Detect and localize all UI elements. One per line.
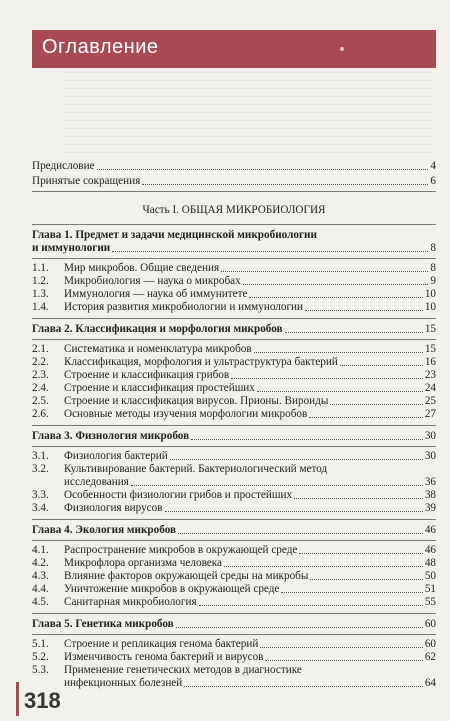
- entry-number: 2.4.: [32, 382, 49, 394]
- divider: [32, 318, 436, 319]
- chapter-block: [32, 430, 436, 515]
- divider: [32, 191, 436, 192]
- entry-number: 3.2.: [32, 463, 49, 475]
- toc-entry[interactable]: [32, 301, 436, 314]
- chapter-title[interactable]: Глава 2. Классификация и морфология микробов 15: [32, 323, 436, 335]
- page-title: Оглавление: [42, 36, 159, 58]
- entry-number: 4.1.: [32, 544, 49, 556]
- entry-text: Строение и классификация вирусов. Прионы. Вироиды: [64, 395, 329, 407]
- leader-dots: [97, 169, 429, 170]
- entry-page: 25: [424, 395, 436, 407]
- leader-dots: [170, 459, 423, 460]
- leader-dots: [199, 605, 423, 606]
- leader-dots: [309, 417, 423, 418]
- toc-entry[interactable]: [32, 638, 436, 651]
- leader-dots: [131, 485, 423, 486]
- leader-dots: [257, 391, 423, 392]
- entry-page: 27: [424, 408, 436, 420]
- toc-entry[interactable]: [32, 382, 436, 395]
- leader-dots: [176, 627, 423, 628]
- toc-entry[interactable]: [32, 651, 436, 664]
- entry-page: 46: [424, 544, 436, 556]
- entry-number: 2.1.: [32, 343, 49, 355]
- entry-number: 2.3.: [32, 369, 49, 381]
- divider: [32, 425, 436, 426]
- entry-number: 4.5.: [32, 596, 49, 608]
- entry-text: Мир микробов. Общие сведения: [64, 262, 220, 274]
- divider: [32, 634, 436, 635]
- entry-page: 15: [424, 343, 436, 355]
- toc-entry[interactable]: [32, 544, 436, 557]
- header-dot: [340, 47, 344, 51]
- entry-text: Физиология бактерий: [64, 450, 168, 462]
- chapter-title[interactable]: Глава 1. Предмет и задачи медицинской микробиологии: [32, 229, 317, 241]
- chapter-block: [32, 618, 436, 690]
- toc-entry[interactable]: [32, 502, 436, 515]
- toc-entry[interactable]: [32, 489, 436, 502]
- entry-text: Классификация, морфология и ультраструктура бактерий: [64, 356, 338, 368]
- leader-dots: [231, 378, 423, 379]
- table-of-contents: [32, 160, 436, 690]
- divider: [32, 258, 436, 259]
- leader-dots: [254, 352, 423, 353]
- toc-entry[interactable]: [32, 557, 436, 570]
- chapter-page: 60: [424, 618, 436, 630]
- margin-bar: [16, 682, 19, 716]
- toc-entry[interactable]: [32, 288, 436, 301]
- entry-page: 36: [424, 476, 436, 488]
- toc-front-item[interactable]: Принятые сокращения 6: [32, 175, 436, 187]
- chapter-title[interactable]: Глава 4. Экология микробов 46: [32, 524, 436, 536]
- entry-number: 4.2.: [32, 557, 49, 569]
- toc-entry[interactable]: [32, 664, 436, 677]
- entry-text: Санитарная микробиология: [64, 596, 197, 608]
- leader-dots: [165, 511, 423, 512]
- entry-text: Строение и классификация простейших: [64, 382, 255, 394]
- entry-page: 62: [424, 651, 436, 663]
- entry-number: 4.3.: [32, 570, 49, 582]
- leader-dots: [178, 533, 423, 534]
- chapter-page: 30: [424, 430, 436, 442]
- entry-number: 1.4.: [32, 301, 49, 313]
- entry-page: 9: [430, 275, 436, 287]
- toc-entry[interactable]: [32, 343, 436, 356]
- divider: [32, 446, 436, 447]
- leader-dots: [224, 566, 423, 567]
- entry-number: 3.3.: [32, 489, 49, 501]
- entry-number: 5.2.: [32, 651, 49, 663]
- entry-number: 2.2.: [32, 356, 49, 368]
- entry-number: 2.6.: [32, 408, 49, 420]
- toc-entry[interactable]: [32, 408, 436, 421]
- entry-text: Микробиология — наука о микробах: [64, 275, 241, 287]
- leader-dots: [281, 592, 422, 593]
- toc-entry[interactable]: [32, 395, 436, 408]
- chapter-block: [32, 323, 436, 421]
- entry-number: 5.3.: [32, 664, 49, 676]
- entry-text: Влияние факторов окружающей среды на микробы: [64, 570, 309, 582]
- leader-dots: [221, 271, 428, 272]
- entry-number: 2.5.: [32, 395, 49, 407]
- entry-number: 1.1.: [32, 262, 49, 274]
- entry-number: 5.1.: [32, 638, 49, 650]
- entry-page: 23: [424, 369, 436, 381]
- entry-page: 24: [424, 382, 436, 394]
- entry-page: 10: [424, 288, 436, 300]
- toc-entry[interactable]: [32, 262, 436, 275]
- entry-text: Особенности физиологии грибов и простейших: [64, 489, 293, 501]
- chapter-list: [32, 224, 436, 690]
- entry-text: Строение и репликация генома бактерий: [64, 638, 259, 650]
- entry-text: Строение и классификация грибов: [64, 369, 230, 381]
- entry-text: Уничтожение микробов в окружающей среде: [64, 583, 280, 595]
- leader-dots: [249, 297, 422, 298]
- divider: [32, 224, 436, 225]
- entry-text: Основные методы изучения морфологии микробов: [64, 408, 308, 420]
- leader-dots: [184, 686, 423, 687]
- toc-entry[interactable]: [32, 450, 436, 463]
- toc-entry[interactable]: [32, 583, 436, 596]
- toc-front-item[interactable]: Предисловие 4: [32, 160, 436, 172]
- entry-text: Систематика и номенклатура микробов: [64, 343, 252, 355]
- chapter-block: [32, 229, 436, 314]
- entry-text: Иммунология — наука об иммунитете: [64, 288, 248, 300]
- leader-dots: [260, 647, 422, 648]
- toc-entry[interactable]: [32, 275, 436, 288]
- leader-dots: [112, 251, 428, 252]
- entry-page: 50: [424, 570, 436, 582]
- entry-page: 30: [424, 450, 436, 462]
- leader-dots: [243, 284, 429, 285]
- chapter-title[interactable]: Глава 5. Генетика микробов 60: [32, 618, 436, 630]
- toc-entry[interactable]: [32, 596, 436, 609]
- entry-page: 48: [424, 557, 436, 569]
- chapter-title[interactable]: и иммунологии 8: [32, 242, 436, 254]
- entry-number: 3.4.: [32, 502, 49, 514]
- chapter-page: 46: [424, 524, 436, 536]
- entry-text: Распространение микробов в окружающей среде: [64, 544, 298, 556]
- entry-text: Изменчивость генома бактерий и вирусов: [64, 651, 264, 663]
- leader-dots: [285, 332, 423, 333]
- leader-dots: [310, 579, 422, 580]
- part-title: Часть I. ОБЩАЯ МИКРОБИОЛОГИЯ: [142, 204, 326, 216]
- entry-page: 51: [424, 583, 436, 595]
- leader-dots: [191, 439, 423, 440]
- entry-text: Применение генетических методов в диагностике: [64, 664, 302, 676]
- entry-text: Микрофлора организма человека: [64, 557, 222, 569]
- entry-page: 64: [424, 677, 436, 689]
- toc-entry[interactable]: [32, 463, 436, 476]
- leader-dots: [340, 365, 423, 366]
- toc-entry[interactable]: [32, 369, 436, 382]
- entry-number: 3.1.: [32, 450, 49, 462]
- entry-number: 1.2.: [32, 275, 49, 287]
- entry-page: 38: [424, 489, 436, 501]
- leader-dots: [142, 184, 428, 185]
- entry-page: 8: [430, 262, 436, 274]
- leader-dots: [265, 660, 422, 661]
- entry-page: 55: [424, 596, 436, 608]
- leader-dots: [294, 498, 423, 499]
- entry-page: 16: [424, 356, 436, 368]
- leader-dots: [299, 553, 422, 554]
- chapter-page: 8: [430, 242, 436, 254]
- divider: [32, 519, 436, 520]
- divider: [32, 339, 436, 340]
- divider: [32, 540, 436, 541]
- entry-page: 60: [424, 638, 436, 650]
- chapter-block: [32, 524, 436, 609]
- leader-dots: [330, 404, 422, 405]
- toc-entry[interactable]: [32, 570, 436, 583]
- entry-text: История развития микробиологии и иммунологии: [64, 301, 304, 313]
- entry-text: Культивирование бактерий. Бактериологический метод: [64, 463, 328, 475]
- entry-page: 39: [424, 502, 436, 514]
- entry-page: 10: [424, 301, 436, 313]
- entry-text: Физиология вирусов: [64, 502, 163, 514]
- toc-entry-continuation[interactable]: исследования 36: [64, 476, 436, 488]
- toc-entry-continuation[interactable]: инфекционных болезней 64: [64, 677, 436, 689]
- divider: [32, 613, 436, 614]
- entry-number: 4.4.: [32, 583, 49, 595]
- show-through-text: [60, 72, 434, 158]
- leader-dots: [305, 310, 423, 311]
- page-number: 318: [24, 688, 61, 713]
- chapter-page: 15: [424, 323, 436, 335]
- toc-entry[interactable]: [32, 356, 436, 369]
- entry-number: 1.3.: [32, 288, 49, 300]
- chapter-title[interactable]: Глава 3. Физиология микробов 30: [32, 430, 436, 442]
